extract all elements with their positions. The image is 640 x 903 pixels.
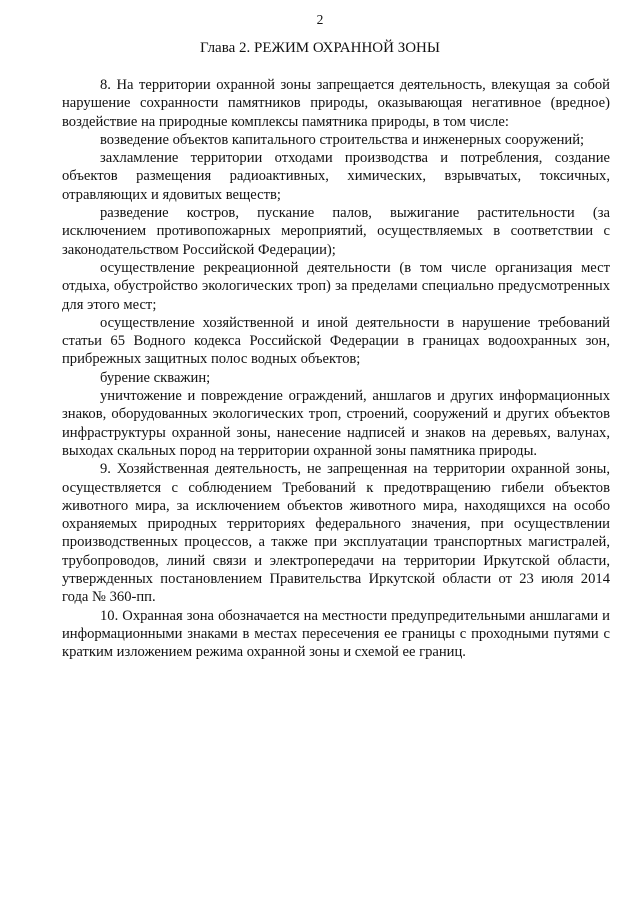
paragraph-10: 10. Охранная зона обозначается на местности предупредительными аншлагами и информационными знаками в местах пересечения ее границы с проходными путями с кратким изложением режима охранной зоны и схемой ее границ. <box>62 607 610 661</box>
list-item-fires: разведение костров, пускание палов, выжигание растительности (за исключением противопожарных мероприятий, осуществляемых в соответствии с законодательством Российской Федерации); <box>62 205 610 258</box>
body-text <box>62 76 610 662</box>
list-item-littering: захламление территории отходами производства и потребления, создание объектов размещения радиоактивных, химических, взрывчатых, токсичных, отравляющих и ядовитых веществ; <box>62 150 610 203</box>
list-item-damage: уничтожение и повреждение ограждений, аншлагов и других информационных знаков, оборудованных экологических троп, строений, сооружений и других объектов инфраструктуры охранной зоны, нанесение надписей и знаков на деревьях, валунах, выходах скальных пород на территории охранной зоны памятника природы. <box>62 388 610 459</box>
list-item-construction: возведение объектов капитального строительства и инженерных сооружений; <box>100 131 585 148</box>
paragraph-9: 9. Хозяйственная деятельность, не запрещенная на территории охранной зоны, осуществляется с соблюдением Требований к предотвращению гибели объектов животного мира, за исключением объектов животного мира, находящихся на особо охраняемых природных территориях федерального значения, при осуществлении производственных процессов, а также при эксплуатации транспортных магистралей, трубопроводов, линий связи и электропередачи на территории Иркутской области, утвержденных постановлением Правительства Иркутской области от 23 июля 2014 года № 360-пп. <box>62 461 610 606</box>
page-number: 2 <box>316 12 324 27</box>
list-item-recreation: осуществление рекреационной деятельности (в том числе организация мест отдыха, обустройство экологических троп) за пределами специально предусмотренных для этого мест; <box>62 259 610 313</box>
chapter-title: Глава 2. РЕЖИМ ОХРАННОЙ ЗОНЫ <box>200 40 440 56</box>
list-item-drilling: бурение скважин; <box>100 369 211 386</box>
paragraph-8-intro: 8. На территории охранной зоны запрещается деятельность, влекущая за собой нарушение сохранности памятников природы, оказывающая негативное (вредное) воздействие на природные комплексы памятника природы, в том числе: <box>62 77 610 130</box>
list-item-water-protection: осуществление хозяйственной и иной деятельности в нарушение требований статьи 65 Водного кодекса Российской Федерации в границах водоохранных зон, прибрежных защитных полос водных объектов; <box>62 314 610 368</box>
